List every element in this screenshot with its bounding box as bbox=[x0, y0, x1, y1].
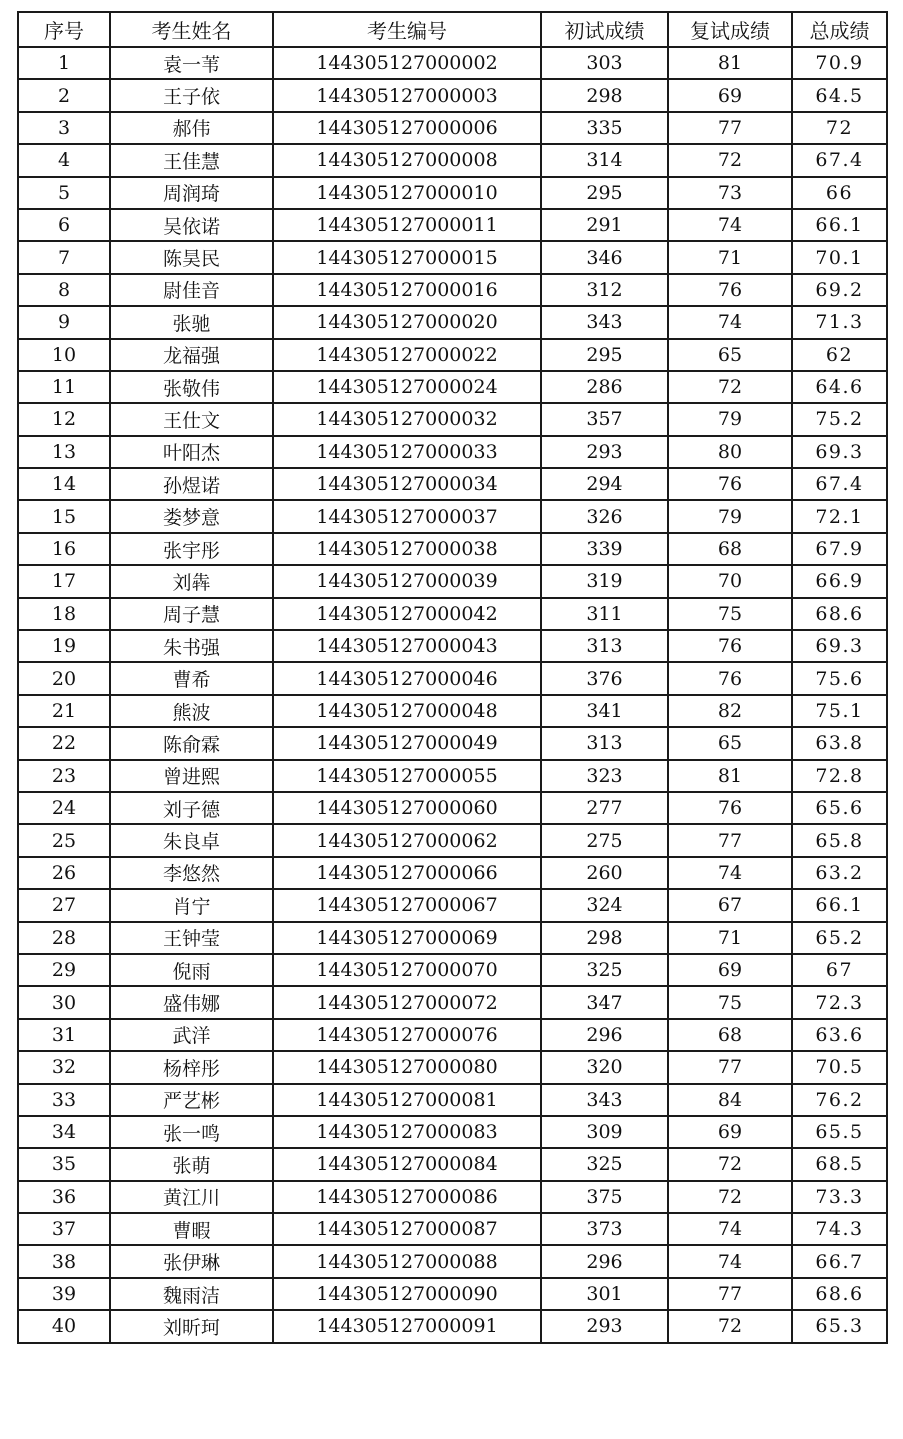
total-score-cell: 66 bbox=[792, 177, 887, 209]
seq-cell: 32 bbox=[18, 1051, 110, 1083]
name-cell: 孙煜诺 bbox=[110, 468, 273, 500]
seq-cell: 1 bbox=[18, 47, 110, 79]
seq-cell: 22 bbox=[18, 727, 110, 759]
table-row bbox=[18, 857, 887, 889]
total-score-cell: 63.2 bbox=[792, 857, 887, 889]
candidate-id-cell: 144305127000022 bbox=[273, 339, 541, 371]
initial-score-cell: 260 bbox=[541, 857, 668, 889]
retest-score-cell: 71 bbox=[668, 241, 792, 273]
retest-score-cell: 76 bbox=[668, 468, 792, 500]
total-score-cell: 75.6 bbox=[792, 662, 887, 694]
candidate-id-cell: 144305127000086 bbox=[273, 1181, 541, 1213]
total-score-cell: 72.8 bbox=[792, 760, 887, 792]
candidate-id-cell: 144305127000037 bbox=[273, 500, 541, 532]
total-score-cell: 69.3 bbox=[792, 436, 887, 468]
seq-cell: 36 bbox=[18, 1181, 110, 1213]
table-row bbox=[18, 1051, 887, 1083]
table-row bbox=[18, 662, 887, 694]
table-row bbox=[18, 500, 887, 532]
name-cell: 曹希 bbox=[110, 662, 273, 694]
seq-cell: 13 bbox=[18, 436, 110, 468]
table-row bbox=[18, 468, 887, 500]
seq-cell: 9 bbox=[18, 306, 110, 338]
total-score-cell: 67 bbox=[792, 954, 887, 986]
seq-cell: 5 bbox=[18, 177, 110, 209]
initial-score-cell: 324 bbox=[541, 889, 668, 921]
seq-cell: 21 bbox=[18, 695, 110, 727]
candidate-id-cell: 144305127000083 bbox=[273, 1116, 541, 1148]
total-score-cell: 65.6 bbox=[792, 792, 887, 824]
table-row bbox=[18, 922, 887, 954]
seq-cell: 16 bbox=[18, 533, 110, 565]
initial-score-cell: 294 bbox=[541, 468, 668, 500]
header-retest-score: 复试成绩 bbox=[668, 12, 792, 47]
total-score-cell: 65.2 bbox=[792, 922, 887, 954]
candidate-id-cell: 144305127000087 bbox=[273, 1213, 541, 1245]
initial-score-cell: 325 bbox=[541, 1148, 668, 1180]
name-cell: 王佳慧 bbox=[110, 144, 273, 176]
initial-score-cell: 319 bbox=[541, 565, 668, 597]
retest-score-cell: 76 bbox=[668, 630, 792, 662]
retest-score-cell: 72 bbox=[668, 371, 792, 403]
total-score-cell: 72.3 bbox=[792, 986, 887, 1018]
total-score-cell: 64.5 bbox=[792, 79, 887, 111]
total-score-cell: 68.5 bbox=[792, 1148, 887, 1180]
table-row bbox=[18, 371, 887, 403]
name-cell: 娄梦意 bbox=[110, 500, 273, 532]
retest-score-cell: 77 bbox=[668, 1278, 792, 1310]
retest-score-cell: 75 bbox=[668, 598, 792, 630]
name-cell: 张驰 bbox=[110, 306, 273, 338]
retest-score-cell: 71 bbox=[668, 922, 792, 954]
seq-cell: 4 bbox=[18, 144, 110, 176]
retest-score-cell: 68 bbox=[668, 533, 792, 565]
table-row bbox=[18, 436, 887, 468]
retest-score-cell: 65 bbox=[668, 727, 792, 759]
name-cell: 张萌 bbox=[110, 1148, 273, 1180]
candidate-id-cell: 144305127000062 bbox=[273, 824, 541, 856]
total-score-cell: 70.9 bbox=[792, 47, 887, 79]
candidate-id-cell: 144305127000080 bbox=[273, 1051, 541, 1083]
total-score-cell: 65.3 bbox=[792, 1310, 887, 1342]
table-row bbox=[18, 403, 887, 435]
initial-score-cell: 298 bbox=[541, 79, 668, 111]
candidate-id-cell: 144305127000032 bbox=[273, 403, 541, 435]
seq-cell: 18 bbox=[18, 598, 110, 630]
table-row bbox=[18, 1278, 887, 1310]
total-score-cell: 68.6 bbox=[792, 1278, 887, 1310]
retest-score-cell: 76 bbox=[668, 662, 792, 694]
name-cell: 陈俞霖 bbox=[110, 727, 273, 759]
candidate-id-cell: 144305127000048 bbox=[273, 695, 541, 727]
retest-score-cell: 68 bbox=[668, 1019, 792, 1051]
name-cell: 杨梓彤 bbox=[110, 1051, 273, 1083]
seq-cell: 23 bbox=[18, 760, 110, 792]
seq-cell: 34 bbox=[18, 1116, 110, 1148]
total-score-cell: 74.3 bbox=[792, 1213, 887, 1245]
initial-score-cell: 296 bbox=[541, 1245, 668, 1277]
candidate-id-cell: 144305127000066 bbox=[273, 857, 541, 889]
retest-score-cell: 73 bbox=[668, 177, 792, 209]
candidate-id-cell: 144305127000081 bbox=[273, 1084, 541, 1116]
retest-score-cell: 65 bbox=[668, 339, 792, 371]
total-score-cell: 66.7 bbox=[792, 1245, 887, 1277]
name-cell: 魏雨洁 bbox=[110, 1278, 273, 1310]
seq-cell: 31 bbox=[18, 1019, 110, 1051]
retest-score-cell: 82 bbox=[668, 695, 792, 727]
initial-score-cell: 293 bbox=[541, 1310, 668, 1342]
retest-score-cell: 79 bbox=[668, 403, 792, 435]
total-score-cell: 72 bbox=[792, 112, 887, 144]
retest-score-cell: 77 bbox=[668, 112, 792, 144]
header-initial-score: 初试成绩 bbox=[541, 12, 668, 47]
retest-score-cell: 74 bbox=[668, 1245, 792, 1277]
name-cell: 肖宁 bbox=[110, 889, 273, 921]
candidate-id-cell: 144305127000011 bbox=[273, 209, 541, 241]
initial-score-cell: 323 bbox=[541, 760, 668, 792]
name-cell: 吴依诺 bbox=[110, 209, 273, 241]
candidate-id-cell: 144305127000076 bbox=[273, 1019, 541, 1051]
candidate-id-cell: 144305127000060 bbox=[273, 792, 541, 824]
initial-score-cell: 313 bbox=[541, 630, 668, 662]
seq-cell: 40 bbox=[18, 1310, 110, 1342]
name-cell: 熊波 bbox=[110, 695, 273, 727]
table-row bbox=[18, 144, 887, 176]
candidate-id-cell: 144305127000072 bbox=[273, 986, 541, 1018]
total-score-cell: 67.4 bbox=[792, 144, 887, 176]
name-cell: 曹暇 bbox=[110, 1213, 273, 1245]
initial-score-cell: 335 bbox=[541, 112, 668, 144]
name-cell: 曾进熙 bbox=[110, 760, 273, 792]
candidate-id-cell: 144305127000049 bbox=[273, 727, 541, 759]
initial-score-cell: 295 bbox=[541, 339, 668, 371]
name-cell: 张一鸣 bbox=[110, 1116, 273, 1148]
table-row bbox=[18, 241, 887, 273]
table-row bbox=[18, 533, 887, 565]
retest-score-cell: 69 bbox=[668, 954, 792, 986]
initial-score-cell: 311 bbox=[541, 598, 668, 630]
candidate-id-cell: 144305127000088 bbox=[273, 1245, 541, 1277]
table-row bbox=[18, 695, 887, 727]
seq-cell: 35 bbox=[18, 1148, 110, 1180]
candidate-id-cell: 144305127000067 bbox=[273, 889, 541, 921]
total-score-cell: 66.1 bbox=[792, 209, 887, 241]
seq-cell: 25 bbox=[18, 824, 110, 856]
seq-cell: 11 bbox=[18, 371, 110, 403]
seq-cell: 20 bbox=[18, 662, 110, 694]
seq-cell: 2 bbox=[18, 79, 110, 111]
table-row bbox=[18, 112, 887, 144]
table-row bbox=[18, 47, 887, 79]
header-total-score: 总成绩 bbox=[792, 12, 887, 47]
candidate-id-cell: 144305127000016 bbox=[273, 274, 541, 306]
retest-score-cell: 72 bbox=[668, 1181, 792, 1213]
retest-score-cell: 80 bbox=[668, 436, 792, 468]
total-score-cell: 72.1 bbox=[792, 500, 887, 532]
name-cell: 周润琦 bbox=[110, 177, 273, 209]
total-score-cell: 75.2 bbox=[792, 403, 887, 435]
score-table bbox=[17, 11, 888, 1344]
retest-score-cell: 74 bbox=[668, 1213, 792, 1245]
seq-cell: 24 bbox=[18, 792, 110, 824]
candidate-id-cell: 144305127000038 bbox=[273, 533, 541, 565]
seq-cell: 30 bbox=[18, 986, 110, 1018]
initial-score-cell: 325 bbox=[541, 954, 668, 986]
seq-cell: 3 bbox=[18, 112, 110, 144]
candidate-id-cell: 144305127000010 bbox=[273, 177, 541, 209]
seq-cell: 10 bbox=[18, 339, 110, 371]
candidate-id-cell: 144305127000070 bbox=[273, 954, 541, 986]
candidate-id-cell: 144305127000039 bbox=[273, 565, 541, 597]
seq-cell: 27 bbox=[18, 889, 110, 921]
retest-score-cell: 81 bbox=[668, 47, 792, 79]
table-row bbox=[18, 792, 887, 824]
table-row bbox=[18, 177, 887, 209]
table-row bbox=[18, 1181, 887, 1213]
candidate-id-cell: 144305127000003 bbox=[273, 79, 541, 111]
table-row bbox=[18, 209, 887, 241]
table-row bbox=[18, 760, 887, 792]
seq-cell: 29 bbox=[18, 954, 110, 986]
retest-score-cell: 67 bbox=[668, 889, 792, 921]
retest-score-cell: 69 bbox=[668, 79, 792, 111]
name-cell: 王仕文 bbox=[110, 403, 273, 435]
initial-score-cell: 298 bbox=[541, 922, 668, 954]
candidate-id-cell: 144305127000046 bbox=[273, 662, 541, 694]
header-candidate-id: 考生编号 bbox=[273, 12, 541, 47]
name-cell: 朱良卓 bbox=[110, 824, 273, 856]
name-cell: 陈昊民 bbox=[110, 241, 273, 273]
name-cell: 刘犇 bbox=[110, 565, 273, 597]
initial-score-cell: 375 bbox=[541, 1181, 668, 1213]
name-cell: 盛伟娜 bbox=[110, 986, 273, 1018]
name-cell: 袁一苇 bbox=[110, 47, 273, 79]
total-score-cell: 75.1 bbox=[792, 695, 887, 727]
retest-score-cell: 77 bbox=[668, 824, 792, 856]
initial-score-cell: 339 bbox=[541, 533, 668, 565]
table-row bbox=[18, 630, 887, 662]
seq-cell: 14 bbox=[18, 468, 110, 500]
total-score-cell: 76.2 bbox=[792, 1084, 887, 1116]
table-row bbox=[18, 986, 887, 1018]
initial-score-cell: 313 bbox=[541, 727, 668, 759]
retest-score-cell: 77 bbox=[668, 1051, 792, 1083]
name-cell: 严艺彬 bbox=[110, 1084, 273, 1116]
total-score-cell: 66.1 bbox=[792, 889, 887, 921]
name-cell: 王子依 bbox=[110, 79, 273, 111]
table-row bbox=[18, 306, 887, 338]
table-body bbox=[18, 47, 887, 1343]
initial-score-cell: 320 bbox=[541, 1051, 668, 1083]
candidate-id-cell: 144305127000090 bbox=[273, 1278, 541, 1310]
table-row bbox=[18, 954, 887, 986]
initial-score-cell: 343 bbox=[541, 1084, 668, 1116]
candidate-id-cell: 144305127000034 bbox=[273, 468, 541, 500]
retest-score-cell: 72 bbox=[668, 1310, 792, 1342]
table-row bbox=[18, 1019, 887, 1051]
header-row bbox=[18, 12, 887, 47]
initial-score-cell: 303 bbox=[541, 47, 668, 79]
seq-cell: 38 bbox=[18, 1245, 110, 1277]
table-row bbox=[18, 889, 887, 921]
seq-cell: 33 bbox=[18, 1084, 110, 1116]
initial-score-cell: 291 bbox=[541, 209, 668, 241]
name-cell: 倪雨 bbox=[110, 954, 273, 986]
seq-cell: 12 bbox=[18, 403, 110, 435]
total-score-cell: 67.9 bbox=[792, 533, 887, 565]
initial-score-cell: 346 bbox=[541, 241, 668, 273]
candidate-id-cell: 144305127000043 bbox=[273, 630, 541, 662]
table-row bbox=[18, 79, 887, 111]
name-cell: 郝伟 bbox=[110, 112, 273, 144]
initial-score-cell: 341 bbox=[541, 695, 668, 727]
total-score-cell: 63.6 bbox=[792, 1019, 887, 1051]
table-row bbox=[18, 274, 887, 306]
retest-score-cell: 69 bbox=[668, 1116, 792, 1148]
total-score-cell: 69.2 bbox=[792, 274, 887, 306]
name-cell: 周子慧 bbox=[110, 598, 273, 630]
name-cell: 黄江川 bbox=[110, 1181, 273, 1213]
candidate-id-cell: 144305127000084 bbox=[273, 1148, 541, 1180]
seq-cell: 19 bbox=[18, 630, 110, 662]
table-row bbox=[18, 339, 887, 371]
total-score-cell: 65.8 bbox=[792, 824, 887, 856]
candidate-id-cell: 144305127000002 bbox=[273, 47, 541, 79]
candidate-id-cell: 144305127000008 bbox=[273, 144, 541, 176]
initial-score-cell: 376 bbox=[541, 662, 668, 694]
total-score-cell: 71.3 bbox=[792, 306, 887, 338]
initial-score-cell: 296 bbox=[541, 1019, 668, 1051]
table-row bbox=[18, 1116, 887, 1148]
initial-score-cell: 301 bbox=[541, 1278, 668, 1310]
candidate-id-cell: 144305127000006 bbox=[273, 112, 541, 144]
name-cell: 尉佳音 bbox=[110, 274, 273, 306]
seq-cell: 15 bbox=[18, 500, 110, 532]
header-name: 考生姓名 bbox=[110, 12, 273, 47]
retest-score-cell: 74 bbox=[668, 857, 792, 889]
retest-score-cell: 76 bbox=[668, 792, 792, 824]
table-header bbox=[18, 12, 887, 47]
seq-cell: 28 bbox=[18, 922, 110, 954]
total-score-cell: 63.8 bbox=[792, 727, 887, 759]
total-score-cell: 67.4 bbox=[792, 468, 887, 500]
retest-score-cell: 84 bbox=[668, 1084, 792, 1116]
candidate-id-cell: 144305127000024 bbox=[273, 371, 541, 403]
name-cell: 叶阳杰 bbox=[110, 436, 273, 468]
retest-score-cell: 70 bbox=[668, 565, 792, 597]
candidate-id-cell: 144305127000033 bbox=[273, 436, 541, 468]
initial-score-cell: 326 bbox=[541, 500, 668, 532]
initial-score-cell: 312 bbox=[541, 274, 668, 306]
seq-cell: 6 bbox=[18, 209, 110, 241]
total-score-cell: 66.9 bbox=[792, 565, 887, 597]
retest-score-cell: 75 bbox=[668, 986, 792, 1018]
name-cell: 张敬伟 bbox=[110, 371, 273, 403]
initial-score-cell: 343 bbox=[541, 306, 668, 338]
candidate-id-cell: 144305127000020 bbox=[273, 306, 541, 338]
header-seq: 序号 bbox=[18, 12, 110, 47]
initial-score-cell: 373 bbox=[541, 1213, 668, 1245]
name-cell: 李悠然 bbox=[110, 857, 273, 889]
seq-cell: 37 bbox=[18, 1213, 110, 1245]
retest-score-cell: 76 bbox=[668, 274, 792, 306]
initial-score-cell: 314 bbox=[541, 144, 668, 176]
retest-score-cell: 72 bbox=[668, 1148, 792, 1180]
candidate-id-cell: 144305127000069 bbox=[273, 922, 541, 954]
total-score-cell: 68.6 bbox=[792, 598, 887, 630]
retest-score-cell: 79 bbox=[668, 500, 792, 532]
name-cell: 朱书强 bbox=[110, 630, 273, 662]
retest-score-cell: 81 bbox=[668, 760, 792, 792]
initial-score-cell: 295 bbox=[541, 177, 668, 209]
initial-score-cell: 309 bbox=[541, 1116, 668, 1148]
name-cell: 武洋 bbox=[110, 1019, 273, 1051]
table-row bbox=[18, 727, 887, 759]
table-row bbox=[18, 1213, 887, 1245]
seq-cell: 39 bbox=[18, 1278, 110, 1310]
candidate-id-cell: 144305127000055 bbox=[273, 760, 541, 792]
name-cell: 刘昕珂 bbox=[110, 1310, 273, 1342]
name-cell: 张宇彤 bbox=[110, 533, 273, 565]
table-row bbox=[18, 1310, 887, 1342]
table-row bbox=[18, 1148, 887, 1180]
initial-score-cell: 275 bbox=[541, 824, 668, 856]
initial-score-cell: 286 bbox=[541, 371, 668, 403]
table-row bbox=[18, 1245, 887, 1277]
table-row bbox=[18, 1084, 887, 1116]
total-score-cell: 65.5 bbox=[792, 1116, 887, 1148]
initial-score-cell: 347 bbox=[541, 986, 668, 1018]
total-score-cell: 73.3 bbox=[792, 1181, 887, 1213]
total-score-cell: 70.5 bbox=[792, 1051, 887, 1083]
table-row bbox=[18, 598, 887, 630]
total-score-cell: 62 bbox=[792, 339, 887, 371]
candidate-id-cell: 144305127000015 bbox=[273, 241, 541, 273]
candidate-id-cell: 144305127000042 bbox=[273, 598, 541, 630]
total-score-cell: 69.3 bbox=[792, 630, 887, 662]
candidate-id-cell: 144305127000091 bbox=[273, 1310, 541, 1342]
total-score-cell: 70.1 bbox=[792, 241, 887, 273]
initial-score-cell: 293 bbox=[541, 436, 668, 468]
retest-score-cell: 74 bbox=[668, 306, 792, 338]
total-score-cell: 64.6 bbox=[792, 371, 887, 403]
seq-cell: 26 bbox=[18, 857, 110, 889]
seq-cell: 7 bbox=[18, 241, 110, 273]
name-cell: 王钟莹 bbox=[110, 922, 273, 954]
initial-score-cell: 357 bbox=[541, 403, 668, 435]
name-cell: 张伊琳 bbox=[110, 1245, 273, 1277]
seq-cell: 17 bbox=[18, 565, 110, 597]
table-row bbox=[18, 824, 887, 856]
seq-cell: 8 bbox=[18, 274, 110, 306]
retest-score-cell: 72 bbox=[668, 144, 792, 176]
name-cell: 龙福强 bbox=[110, 339, 273, 371]
initial-score-cell: 277 bbox=[541, 792, 668, 824]
table-row bbox=[18, 565, 887, 597]
retest-score-cell: 74 bbox=[668, 209, 792, 241]
name-cell: 刘子德 bbox=[110, 792, 273, 824]
